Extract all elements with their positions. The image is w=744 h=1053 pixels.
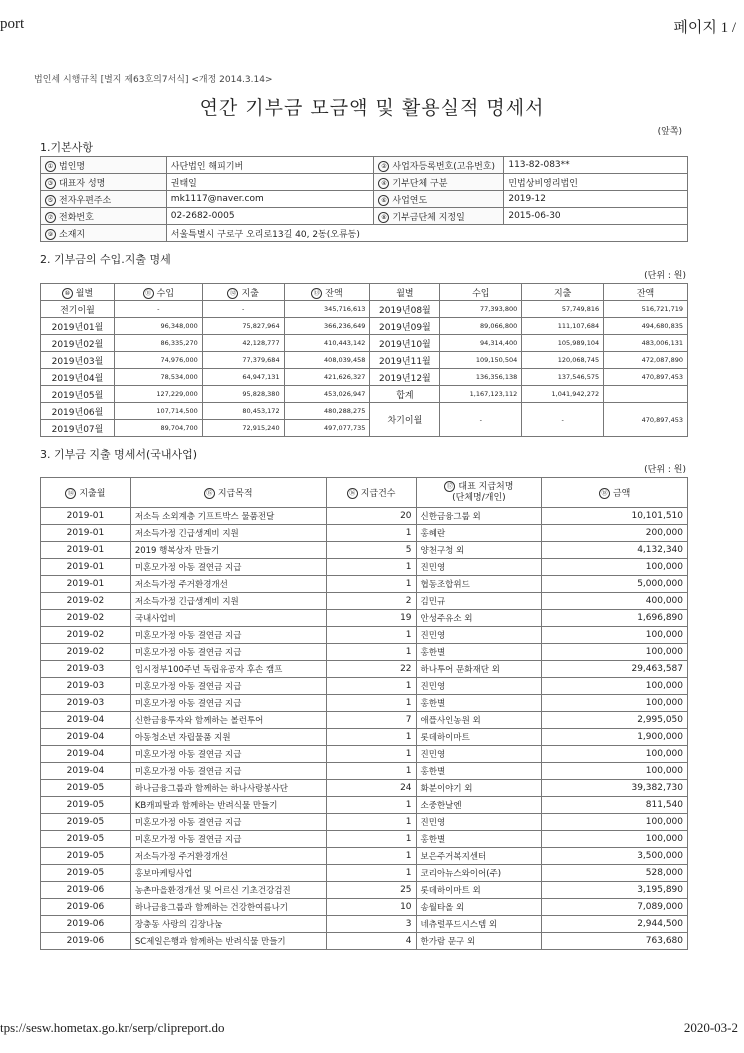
recipient-cell: 보은주거복지센터	[416, 848, 542, 865]
pay-month-cell: 2019-01	[41, 559, 131, 576]
amount-cell: 100,000	[542, 678, 688, 695]
field-number: ④	[378, 178, 389, 189]
pay-month-cell: 2019-01	[41, 576, 131, 593]
front-side-mark: (앞쪽)	[657, 127, 682, 137]
count-cell: 19	[326, 610, 416, 627]
month-cell: 2019년10월	[370, 335, 440, 352]
pay-month-cell: 2019-06	[41, 916, 131, 933]
purpose-cell: 2019 행복상자 만들기	[130, 542, 326, 559]
income-cell: 89,704,700	[114, 420, 202, 437]
count-cell: 1	[326, 678, 416, 695]
expense-row	[41, 576, 688, 593]
count-cell: 3	[326, 916, 416, 933]
expense-row	[41, 729, 688, 746]
amount-cell: 811,540	[542, 797, 688, 814]
expense-cell: 64,947,131	[202, 369, 284, 386]
pay-month-cell: 2019-01	[41, 542, 131, 559]
pay-month-cell: 2019-06	[41, 933, 131, 950]
browser-footer-url: tps://sesw.hometax.go.kr/serp/clipreport.do	[0, 1020, 225, 1035]
income-cell: 74,976,000	[114, 352, 202, 369]
recipient-cell: 홍한별	[416, 695, 542, 712]
count-cell: 1	[326, 559, 416, 576]
pay-month-cell: 2019-06	[41, 882, 131, 899]
expense-cell: 75,827,964	[202, 318, 284, 335]
expense-row	[41, 678, 688, 695]
col-purpose: ⑮ 지급목적	[130, 478, 326, 508]
balance-cell: 410,443,142	[284, 335, 370, 352]
balance-cell	[604, 386, 688, 403]
count-cell: 1	[326, 814, 416, 831]
income-row	[41, 386, 688, 403]
count-cell: 25	[326, 882, 416, 899]
recipient-cell: 협동조합위드	[416, 576, 542, 593]
recipient-cell: 홍한별	[416, 831, 542, 848]
recipient-cell: 하나투어 문화재단 외	[416, 661, 542, 678]
income-cell: 89,066,800	[440, 318, 522, 335]
col-recipient: ⑰ 대표 지급처명 (단체명/개인)	[416, 478, 542, 508]
col-month: ⑩ 월별	[41, 284, 115, 301]
amount-cell: 7,089,000	[542, 899, 688, 916]
count-cell: 1	[326, 831, 416, 848]
purpose-cell: 저소득가정 주거환경개선	[130, 576, 326, 593]
basic-value: 113-82-083**	[504, 157, 688, 174]
recipient-cell: 화분이야기 외	[416, 780, 542, 797]
expense-row	[41, 780, 688, 797]
count-cell: 4	[326, 933, 416, 950]
count-cell: 1	[326, 627, 416, 644]
recipient-cell: 김민규	[416, 593, 542, 610]
income-row	[41, 352, 688, 369]
recipient-cell: 소중한날엔	[416, 797, 542, 814]
income-unit: (단위 : 원)	[644, 271, 686, 281]
purpose-cell: 미혼모가정 아동 결연금 지급	[130, 831, 326, 848]
expense-row	[41, 508, 688, 525]
purpose-cell: 미혼모가정 아동 결연금 지급	[130, 559, 326, 576]
recipient-cell: 코리아뉴스와이어(주)	[416, 865, 542, 882]
browser-header-left: port	[0, 16, 25, 32]
basic-row	[41, 157, 688, 174]
field-number: ⑦	[45, 212, 56, 223]
expense-row	[41, 882, 688, 899]
pay-month-cell: 2019-04	[41, 729, 131, 746]
field-label: 전자우편주소	[59, 195, 112, 206]
document-title: 연간 기부금 모금액 및 활용실적 명세서	[199, 97, 545, 119]
expense-row	[41, 831, 688, 848]
expense-cell: 1,041,942,272	[522, 386, 604, 403]
pay-month-cell: 2019-02	[41, 644, 131, 661]
month-cell: 2019년01월	[41, 318, 115, 335]
field-label: 대표자 성명	[59, 178, 106, 189]
balance-cell: 470,897,453	[604, 369, 688, 386]
pay-month-cell: 2019-05	[41, 848, 131, 865]
basic-value: 권태일	[166, 174, 374, 191]
month-cell: 2019년08월	[370, 301, 440, 318]
basic-label	[374, 208, 504, 225]
count-cell: 1	[326, 525, 416, 542]
col-amount: ⑱ 금액	[542, 478, 688, 508]
month-cell: 2019년02월	[41, 335, 115, 352]
amount-cell: 100,000	[542, 695, 688, 712]
amount-cell: 2,995,050	[542, 712, 688, 729]
amount-cell: 39,382,730	[542, 780, 688, 797]
count-cell: 22	[326, 661, 416, 678]
balance-cell: 483,006,131	[604, 335, 688, 352]
basic-row	[41, 174, 688, 191]
field-label: 사업자등록번호(고유번호)	[392, 161, 496, 172]
basic-row	[41, 208, 688, 225]
amount-cell: 10,101,510	[542, 508, 688, 525]
count-cell: 5	[326, 542, 416, 559]
purpose-cell: 저소득가정 주거환경개선	[130, 848, 326, 865]
amount-cell: 1,696,890	[542, 610, 688, 627]
amount-cell: 3,195,890	[542, 882, 688, 899]
expense-cell: 95,828,380	[202, 386, 284, 403]
field-number: ⑨	[45, 229, 56, 240]
expense-row	[41, 593, 688, 610]
pay-month-cell: 2019-01	[41, 525, 131, 542]
pay-month-cell: 2019-03	[41, 678, 131, 695]
expense-row	[41, 712, 688, 729]
month-cell: 2019년09월	[370, 318, 440, 335]
amount-cell: 763,680	[542, 933, 688, 950]
col-income-2: 수입	[440, 284, 522, 301]
field-label: 기부금단체 지정일	[392, 212, 465, 223]
month-cell: 전기이월	[41, 301, 115, 318]
basic-value: 2015-06-30	[504, 208, 688, 225]
pay-month-cell: 2019-05	[41, 814, 131, 831]
income-cell: -	[114, 301, 202, 318]
amount-cell: 100,000	[542, 627, 688, 644]
field-number: ③	[45, 178, 56, 189]
expense-row	[41, 763, 688, 780]
field-label: 소재지	[59, 229, 86, 240]
pay-month-cell: 2019-03	[41, 695, 131, 712]
field-label: 사업연도	[392, 195, 428, 206]
income-cell: 94,314,400	[440, 335, 522, 352]
field-label: 기부단체 구분	[392, 178, 448, 189]
income-row	[41, 335, 688, 352]
pay-month-cell: 2019-05	[41, 865, 131, 882]
count-cell: 1	[326, 695, 416, 712]
month-cell: 2019년11월	[370, 352, 440, 369]
income-cell: 78,534,000	[114, 369, 202, 386]
pay-month-cell: 2019-04	[41, 763, 131, 780]
amount-cell: 1,900,000	[542, 729, 688, 746]
amount-cell: 100,000	[542, 559, 688, 576]
basic-label	[41, 174, 167, 191]
basic-label	[41, 157, 167, 174]
basic-value: 민법상비영리법인	[504, 174, 688, 191]
expense-row	[41, 916, 688, 933]
field-number: ⑤	[45, 195, 56, 206]
col-month-2: 월별	[370, 284, 440, 301]
count-cell: 1	[326, 644, 416, 661]
basic-label	[41, 225, 167, 242]
col-balance-2: 잔액	[604, 284, 688, 301]
count-cell: 1	[326, 746, 416, 763]
recipient-cell: 롯데하이마트 외	[416, 882, 542, 899]
pay-month-cell: 2019-02	[41, 610, 131, 627]
purpose-cell: 저소득 소외계층 기프트박스 물품전달	[130, 508, 326, 525]
basic-value: 2019-12	[504, 191, 688, 208]
field-number: ①	[45, 161, 56, 172]
field-label: 법인명	[59, 161, 86, 172]
recipient-cell: 안성주유소 외	[416, 610, 542, 627]
income-row	[41, 369, 688, 386]
expense-row	[41, 610, 688, 627]
browser-footer-date: 2020-03-2	[683, 1020, 738, 1035]
expense-row	[41, 865, 688, 882]
balance-cell: 421,626,327	[284, 369, 370, 386]
expense-cell: 120,068,745	[522, 352, 604, 369]
recipient-cell: 신한금융그룹 외	[416, 508, 542, 525]
count-cell: 2	[326, 593, 416, 610]
field-number: ⑥	[378, 195, 389, 206]
balance-cell: 366,236,649	[284, 318, 370, 335]
basic-value: mk1117@naver.com	[166, 191, 374, 208]
pay-month-cell: 2019-04	[41, 746, 131, 763]
field-number: ⑧	[378, 212, 389, 223]
count-cell: 1	[326, 729, 416, 746]
pay-month-cell: 2019-03	[41, 661, 131, 678]
col-expense: ⑫ 지출	[202, 284, 284, 301]
amount-cell: 100,000	[542, 746, 688, 763]
carry-income: -	[440, 403, 522, 437]
expense-row	[41, 746, 688, 763]
basic-value: 사단법인 해피기버	[166, 157, 374, 174]
expense-row	[41, 525, 688, 542]
recipient-cell: 진민영	[416, 559, 542, 576]
recipient-cell: 네츄럴푸드시스템 외	[416, 916, 542, 933]
basic-address-row	[41, 225, 688, 242]
expense-row	[41, 627, 688, 644]
recipient-cell: 롯데하이마트	[416, 729, 542, 746]
basic-info-table	[40, 156, 688, 242]
purpose-cell: 미혼모가정 아동 결연금 지급	[130, 814, 326, 831]
legal-reference: 법인세 시행규칙 [별지 제63호의7서식] <개정 2014.3.14>	[34, 75, 273, 85]
amount-cell: 5,000,000	[542, 576, 688, 593]
expense-row	[41, 559, 688, 576]
recipient-cell: 진민영	[416, 627, 542, 644]
month-cell: 2019년04월	[41, 369, 115, 386]
pay-month-cell: 2019-02	[41, 627, 131, 644]
purpose-cell: 하나금융그룹과 함께하는 하나사랑봉사단	[130, 780, 326, 797]
pay-month-cell: 2019-06	[41, 899, 131, 916]
expense-cell: 42,128,777	[202, 335, 284, 352]
expense-cell: 137,546,575	[522, 369, 604, 386]
col-pay-month: ⑭ 지출월	[41, 478, 131, 508]
month-cell: 2019년06월	[41, 403, 115, 420]
expense-row	[41, 848, 688, 865]
purpose-cell: 농촌마을환경개선 및 어르신 기초건강검진	[130, 882, 326, 899]
purpose-cell: 미혼모가정 아동 결연금 지급	[130, 695, 326, 712]
balance-cell: 497,077,735	[284, 420, 370, 437]
count-cell: 1	[326, 797, 416, 814]
purpose-cell: 국내사업비	[130, 610, 326, 627]
domestic-expense-table	[40, 477, 688, 950]
recipient-cell: 한가람 문구 외	[416, 933, 542, 950]
basic-label	[374, 157, 504, 174]
amount-cell: 200,000	[542, 525, 688, 542]
recipient-cell: 양천구청 외	[416, 542, 542, 559]
address-value: 서울특별시 구로구 오리로13길 40, 2동(오류동)	[166, 225, 687, 242]
balance-cell: 494,680,835	[604, 318, 688, 335]
month-cell: 2019년07월	[41, 420, 115, 437]
basic-label	[374, 174, 504, 191]
month-cell: 2019년12월	[370, 369, 440, 386]
amount-cell: 3,500,000	[542, 848, 688, 865]
recipient-cell: 홍한별	[416, 644, 542, 661]
purpose-cell: 미혼모가정 아동 결연금 지급	[130, 746, 326, 763]
field-label: 전화번호	[59, 212, 94, 223]
amount-cell: 528,000	[542, 865, 688, 882]
expense-cell: 57,749,816	[522, 301, 604, 318]
balance-cell: 516,721,719	[604, 301, 688, 318]
domestic-unit: (단위 : 원)	[644, 465, 686, 475]
basic-label	[41, 208, 167, 225]
expense-row	[41, 797, 688, 814]
expense-cell: 72,915,240	[202, 420, 284, 437]
count-cell: 1	[326, 576, 416, 593]
purpose-cell: SC제일은행과 함께하는 반려식물 만들기	[130, 933, 326, 950]
purpose-cell: 홍보마케팅사업	[130, 865, 326, 882]
balance-cell: 345,716,613	[284, 301, 370, 318]
col-count: ⑯ 지급건수	[326, 478, 416, 508]
basic-row	[41, 191, 688, 208]
count-cell: 7	[326, 712, 416, 729]
carry-balance: 470,897,453	[604, 403, 688, 437]
section-basic-title: 1.기본사항	[40, 141, 93, 154]
expense-cell: 80,453,172	[202, 403, 284, 420]
income-row	[41, 403, 688, 420]
count-cell: 1	[326, 865, 416, 882]
income-cell: 127,229,000	[114, 386, 202, 403]
income-row	[41, 301, 688, 318]
recipient-cell: 애플사인농원 외	[416, 712, 542, 729]
expense-row	[41, 933, 688, 950]
basic-label	[374, 191, 504, 208]
count-cell: 20	[326, 508, 416, 525]
pay-month-cell: 2019-04	[41, 712, 131, 729]
balance-cell: 453,026,947	[284, 386, 370, 403]
expense-cell: 105,989,104	[522, 335, 604, 352]
expense-cell: -	[202, 301, 284, 318]
balance-cell: 408,039,458	[284, 352, 370, 369]
expense-cell: 111,107,684	[522, 318, 604, 335]
basic-value: 02-2682-0005	[166, 208, 374, 225]
purpose-cell: KB캐피탈과 함께하는 반려식물 만들기	[130, 797, 326, 814]
month-cell: 2019년05월	[41, 386, 115, 403]
expense-row	[41, 695, 688, 712]
purpose-cell: 미혼모가정 아동 결연금 지급	[130, 678, 326, 695]
page-indicator: 페이지 1 /	[673, 20, 736, 36]
purpose-cell: 하나금융그룹과 함께하는 건강한여름나기	[130, 899, 326, 916]
amount-cell: 100,000	[542, 831, 688, 848]
col-balance: ⑬ 잔액	[284, 284, 370, 301]
basic-label	[41, 191, 167, 208]
recipient-cell: 홍혜란	[416, 525, 542, 542]
amount-cell: 100,000	[542, 814, 688, 831]
balance-cell: 472,087,890	[604, 352, 688, 369]
total-label: 합계	[370, 386, 440, 403]
income-row	[41, 318, 688, 335]
section-income-title: 2. 기부금의 수입.지출 명세	[40, 253, 171, 266]
amount-cell: 100,000	[542, 644, 688, 661]
income-cell: 77,393,800	[440, 301, 522, 318]
purpose-cell: 신한금융투자와 함께하는 볼런투어	[130, 712, 326, 729]
count-cell: 1	[326, 763, 416, 780]
recipient-cell: 진민영	[416, 814, 542, 831]
month-cell: 2019년03월	[41, 352, 115, 369]
field-number: ②	[378, 161, 389, 172]
pay-month-cell: 2019-05	[41, 780, 131, 797]
pay-month-cell: 2019-05	[41, 797, 131, 814]
carry-expense: -	[522, 403, 604, 437]
purpose-cell: 미혼모가정 아동 결연금 지급	[130, 644, 326, 661]
expense-row	[41, 542, 688, 559]
income-cell: 107,714,500	[114, 403, 202, 420]
pay-month-cell: 2019-02	[41, 593, 131, 610]
pay-month-cell: 2019-05	[41, 831, 131, 848]
count-cell: 1	[326, 848, 416, 865]
purpose-cell: 임시정부100주년 독립유공자 후손 캠프	[130, 661, 326, 678]
balance-cell: 480,288,275	[284, 403, 370, 420]
col-income: ⑪ 수입	[114, 284, 202, 301]
recipient-cell: 홍한별	[416, 763, 542, 780]
income-cell: 109,150,504	[440, 352, 522, 369]
expense-row	[41, 661, 688, 678]
amount-cell: 29,463,587	[542, 661, 688, 678]
expense-cell: 77,379,684	[202, 352, 284, 369]
count-cell: 24	[326, 780, 416, 797]
purpose-cell: 저소득가정 긴급생계비 지원	[130, 593, 326, 610]
purpose-cell: 장충동 사랑의 김장나눔	[130, 916, 326, 933]
income-cell: 96,348,000	[114, 318, 202, 335]
count-cell: 10	[326, 899, 416, 916]
income-cell: 86,335,270	[114, 335, 202, 352]
income-cell: 1,167,123,112	[440, 386, 522, 403]
purpose-cell: 저소득가정 긴급생계비 지원	[130, 525, 326, 542]
amount-cell: 4,132,340	[542, 542, 688, 559]
pay-month-cell: 2019-01	[41, 508, 131, 525]
expense-row	[41, 899, 688, 916]
purpose-cell: 아동청소년 자립물품 지원	[130, 729, 326, 746]
amount-cell: 2,944,500	[542, 916, 688, 933]
purpose-cell: 미혼모가정 아동 결연금 지급	[130, 763, 326, 780]
recipient-cell: 진민영	[416, 678, 542, 695]
purpose-cell: 미혼모가정 아동 결연금 지급	[130, 627, 326, 644]
amount-cell: 400,000	[542, 593, 688, 610]
income-expense-table	[40, 283, 688, 437]
col-expense-2: 지출	[522, 284, 604, 301]
income-cell: 136,356,138	[440, 369, 522, 386]
expense-row	[41, 814, 688, 831]
expense-row	[41, 644, 688, 661]
recipient-cell: 진민영	[416, 746, 542, 763]
recipient-cell: 송월타올 외	[416, 899, 542, 916]
section-domestic-title: 3. 기부금 지출 명세서(국내사업)	[40, 448, 198, 461]
carry-label: 차기이월	[370, 403, 440, 437]
amount-cell: 100,000	[542, 763, 688, 780]
